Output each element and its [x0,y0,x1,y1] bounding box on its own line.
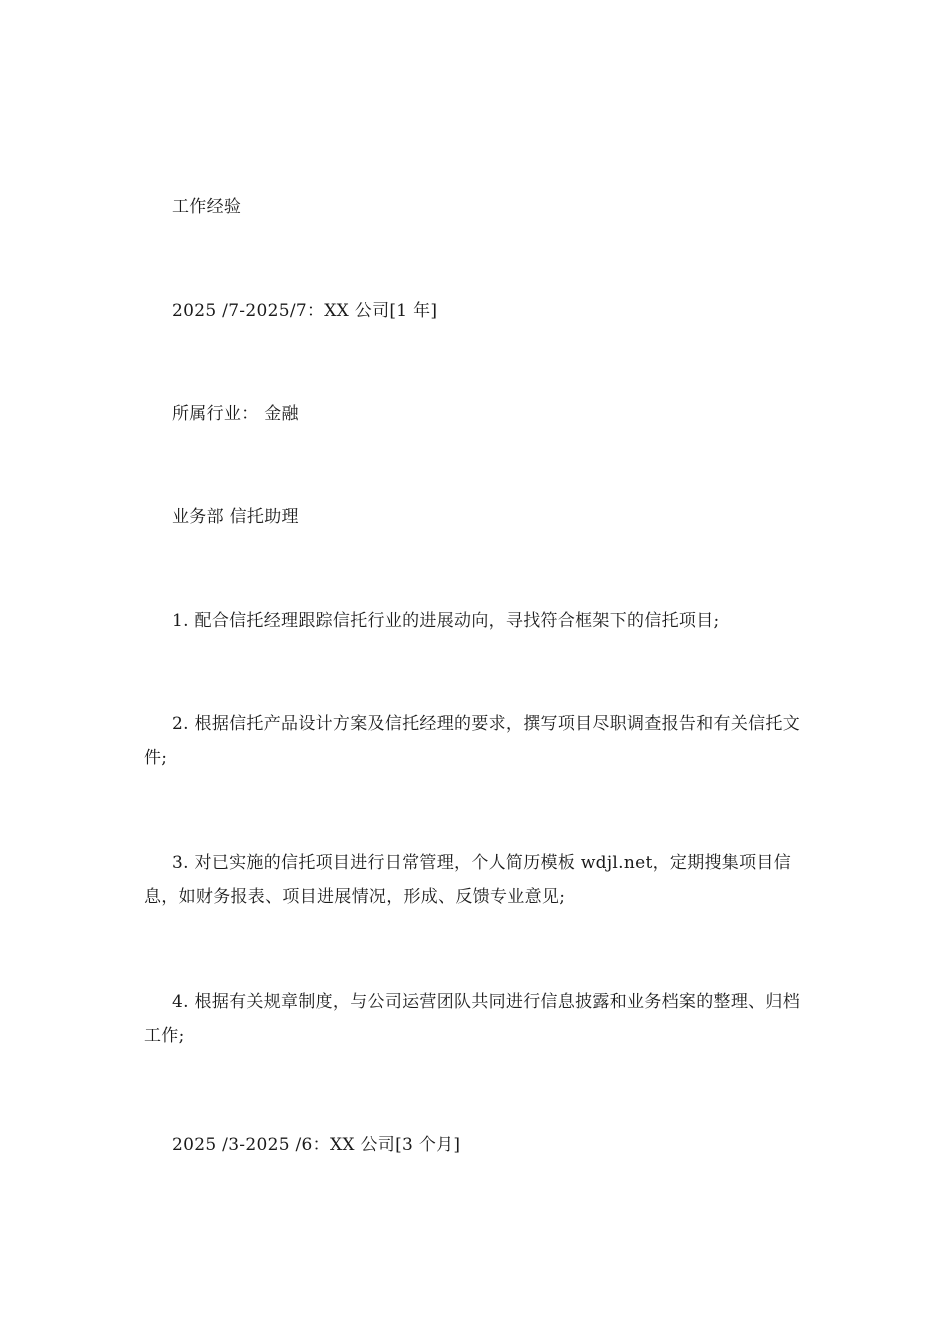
job2-period-company: 2025 /3-2025 /6：XX 公司[3 个月] [172,1135,461,1155]
job1-industry: 所属行业： 金融 [172,404,299,424]
job1-duty-3: 3. 对已实施的信托项目进行日常管理，个人简历模板 wdjl.net，定期搜集项目信息，如财务报表、项目进展情况，形成、反馈专业意见; [144,853,792,907]
job1-duty-4: 4. 根据有关规章制度，与公司运营团队共同进行信息披露和业务档案的整理、归档工作; [144,992,801,1046]
job1-period-company: 2025 /7-2025/7：XX 公司[1 年] [172,301,438,321]
job1-department-role: 业务部 信托助理 [172,507,299,527]
job1-duty-2: 2. 根据信托产品设计方案及信托经理的要求，撰写项目尽职调查报告和有关信托文件; [144,714,801,768]
section-title: 工作经验 [172,197,242,217]
job1-duty-1: 1. 配合信托经理跟踪信托行业的进展动向，寻找符合框架下的信托项目; [172,611,720,631]
